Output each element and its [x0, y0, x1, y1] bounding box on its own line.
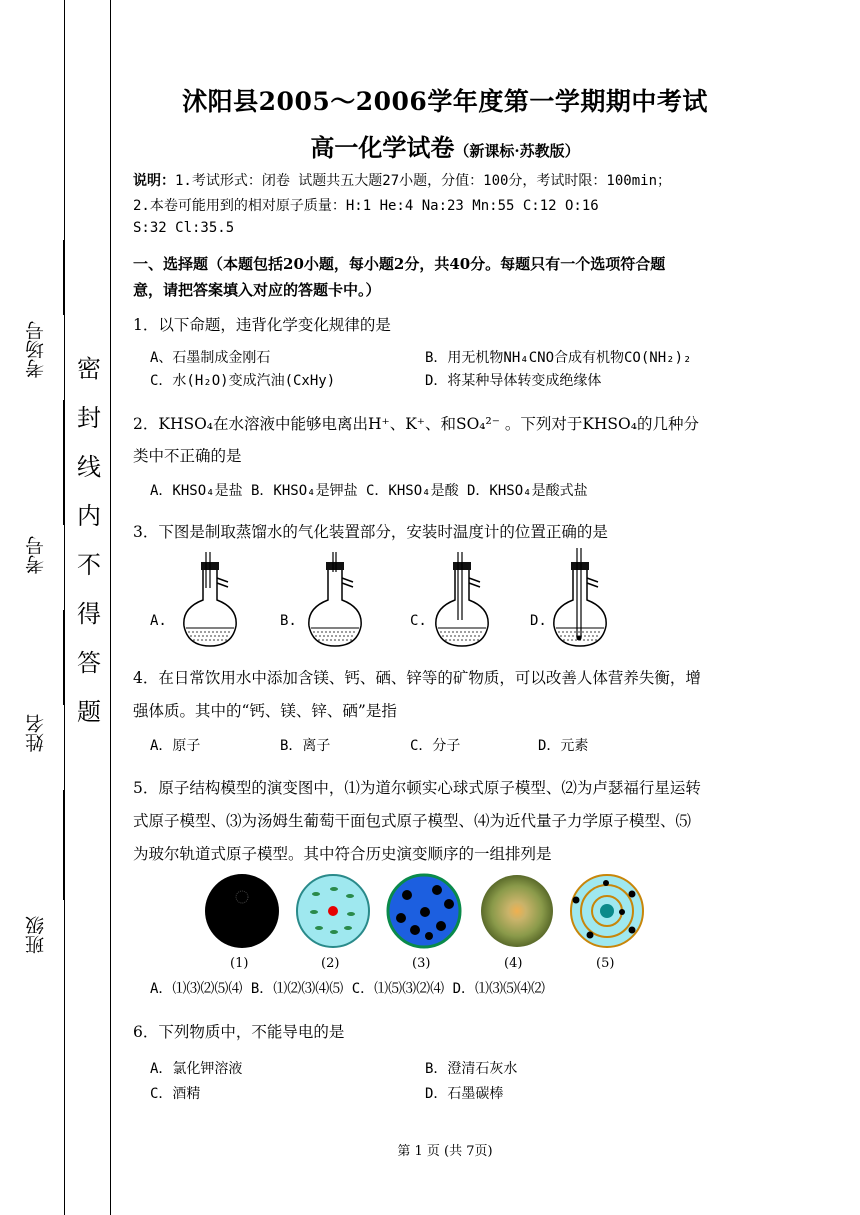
exam-title: 沭阳县2005～2006学年度第一学期期中考试 — [182, 87, 708, 116]
atom-label-2: (2) — [321, 956, 340, 971]
flask-c-diagram — [432, 548, 492, 648]
q3-option-b[interactable]: B. — [280, 613, 297, 629]
q4-option-d[interactable]: D．元素 — [538, 738, 589, 754]
binding-line-right — [110, 0, 111, 1215]
name-label: 姓名 — [25, 714, 47, 752]
exam-number-label: 考号 — [25, 536, 47, 574]
q3-stem: 3．下图是制取蒸馏水的气化装置部分，安装时温度计的位置正确的是 — [133, 523, 608, 541]
atom-label-1: (1) — [230, 956, 249, 971]
name-blank — [63, 610, 64, 705]
exam-room-label: 考场号 — [25, 321, 47, 379]
q4-option-c[interactable]: C．分子 — [410, 738, 461, 754]
flask-b-diagram — [305, 548, 365, 648]
q6-option-b[interactable]: B．澄清石灰水 — [425, 1061, 518, 1077]
q2-options[interactable]: A．KHSO₄是盐 B．KHSO₄是钾盐 C．KHSO₄是酸 D．KHSO₄是酸式盐 — [150, 483, 588, 499]
exam-number-blank — [63, 400, 64, 525]
exam-room-blank — [63, 240, 64, 315]
atom-model-dalton — [203, 872, 281, 950]
q6-option-a[interactable]: A．氯化钾溶液 — [150, 1061, 243, 1077]
atom-label-4: (4) — [504, 956, 523, 971]
instructions-label: 说明： — [133, 173, 175, 189]
seal-char: 密 — [77, 355, 101, 383]
q4-option-b[interactable]: B．离子 — [280, 738, 331, 754]
q2-stem-line-1: 2．KHSO₄在水溶液中能够电离出H⁺、K⁺、和SO₄²⁻ 。下列对于KHSO₄的几种分 — [133, 415, 699, 433]
subtitle-note: （新课标·苏教版） — [454, 142, 580, 160]
atom-model-quantum — [478, 872, 556, 950]
exam-number-field[interactable] — [22, 400, 56, 600]
flask-a-diagram — [180, 548, 240, 648]
q6-stem: 6．下列物质中，不能导电的是 — [133, 1023, 345, 1041]
instructions-line-2: 2.本卷可能用到的相对原子质量：H:1 He:4 Na:23 Mn:55 C:12 O:16 — [133, 198, 599, 214]
q6-option-d[interactable]: D．石墨碳棒 — [425, 1086, 504, 1102]
q1-option-a[interactable]: A、石墨制成金刚石 — [150, 350, 271, 366]
atom-label-3: (3) — [412, 956, 431, 971]
atom-model-plum-pudding — [385, 872, 463, 950]
q3-option-a[interactable]: A. — [150, 613, 167, 629]
seal-char: 线 — [77, 453, 101, 481]
q4-stem-line-2: 强体质。其中的“钙、镁、锌、硒”是指 — [133, 702, 397, 720]
seal-char: 得 — [77, 600, 101, 628]
instructions-line-3: S:32 Cl:35.5 — [133, 220, 235, 236]
q5-options[interactable]: A．⑴⑶⑵⑸⑷ B．⑴⑵⑶⑷⑸ C．⑴⑸⑶⑵⑷ D．⑴⑶⑸⑷⑵ — [150, 981, 545, 997]
q5-stem-line-1: 5．原子结构模型的演变图中，⑴为道尔顿实心球式原子模型、⑵为卢瑟福行星运转 — [133, 779, 701, 797]
class-field[interactable] — [22, 790, 56, 970]
instructions-line-1: 说明：1.考试形式：闭卷 试题共五大题27小题，分值：100分，考试时限：100min； — [133, 173, 672, 189]
q3-option-d[interactable]: D. — [530, 613, 547, 629]
subtitle-main: 高一化学试卷 — [310, 133, 455, 162]
section-heading-line-1: 一、选择题（本题包括20小题，每小题2分，共40分。每题只有一个选项符合题 — [133, 255, 666, 273]
atom-model-thomson — [294, 872, 372, 950]
seal-char: 不 — [77, 551, 101, 579]
q2-stem-line-2: 类中不正确的是 — [133, 447, 242, 465]
seal-char: 题 — [77, 698, 101, 726]
q6-option-c[interactable]: C．酒精 — [150, 1086, 201, 1102]
atom-model-bohr — [568, 872, 646, 950]
exam-room-field[interactable] — [22, 240, 56, 390]
q1-option-b[interactable]: B．用无机物NH₄CNO合成有机物CO(NH₂)₂ — [425, 350, 692, 366]
q5-stem-line-2: 式原子模型、⑶为汤姆生葡萄干面包式原子模型、⑷为近代量子力学原子模型、⑸ — [133, 812, 692, 830]
page-footer: 第 1 页 (共 7页) — [397, 1144, 493, 1159]
seal-char: 答 — [77, 649, 101, 677]
q4-stem-line-1: 4．在日常饮用水中添加含镁、钙、硒、锌等的矿物质，可以改善人体营养失衡，增 — [133, 669, 701, 687]
q1-option-c[interactable]: C．水(H₂O)变成汽油(CxHy) — [150, 373, 336, 389]
atom-label-5: (5) — [596, 956, 615, 971]
q5-stem-line-3: 为玻尔轨道式原子模型。其中符合历史演变顺序的一组排列是 — [133, 845, 552, 863]
q1-option-d[interactable]: D．将某种导体转变成绝缘体 — [425, 373, 602, 389]
seal-line-text — [74, 345, 104, 737]
q4-option-a[interactable]: A．原子 — [150, 738, 201, 754]
flask-d-diagram — [550, 548, 610, 648]
q3-option-c[interactable]: C. — [410, 613, 427, 629]
binding-line-left — [64, 0, 65, 1215]
name-field[interactable] — [22, 610, 56, 770]
section-heading-line-2: 意，请把答案填入对应的答题卡中。） — [133, 281, 381, 299]
seal-char: 内 — [77, 502, 101, 530]
exam-subtitle — [130, 128, 760, 163]
class-blank — [63, 790, 64, 900]
seal-char: 封 — [77, 404, 101, 432]
class-label: 班级 — [25, 916, 47, 954]
q1-stem: 1．以下命题，违背化学变化规律的是 — [133, 316, 391, 334]
